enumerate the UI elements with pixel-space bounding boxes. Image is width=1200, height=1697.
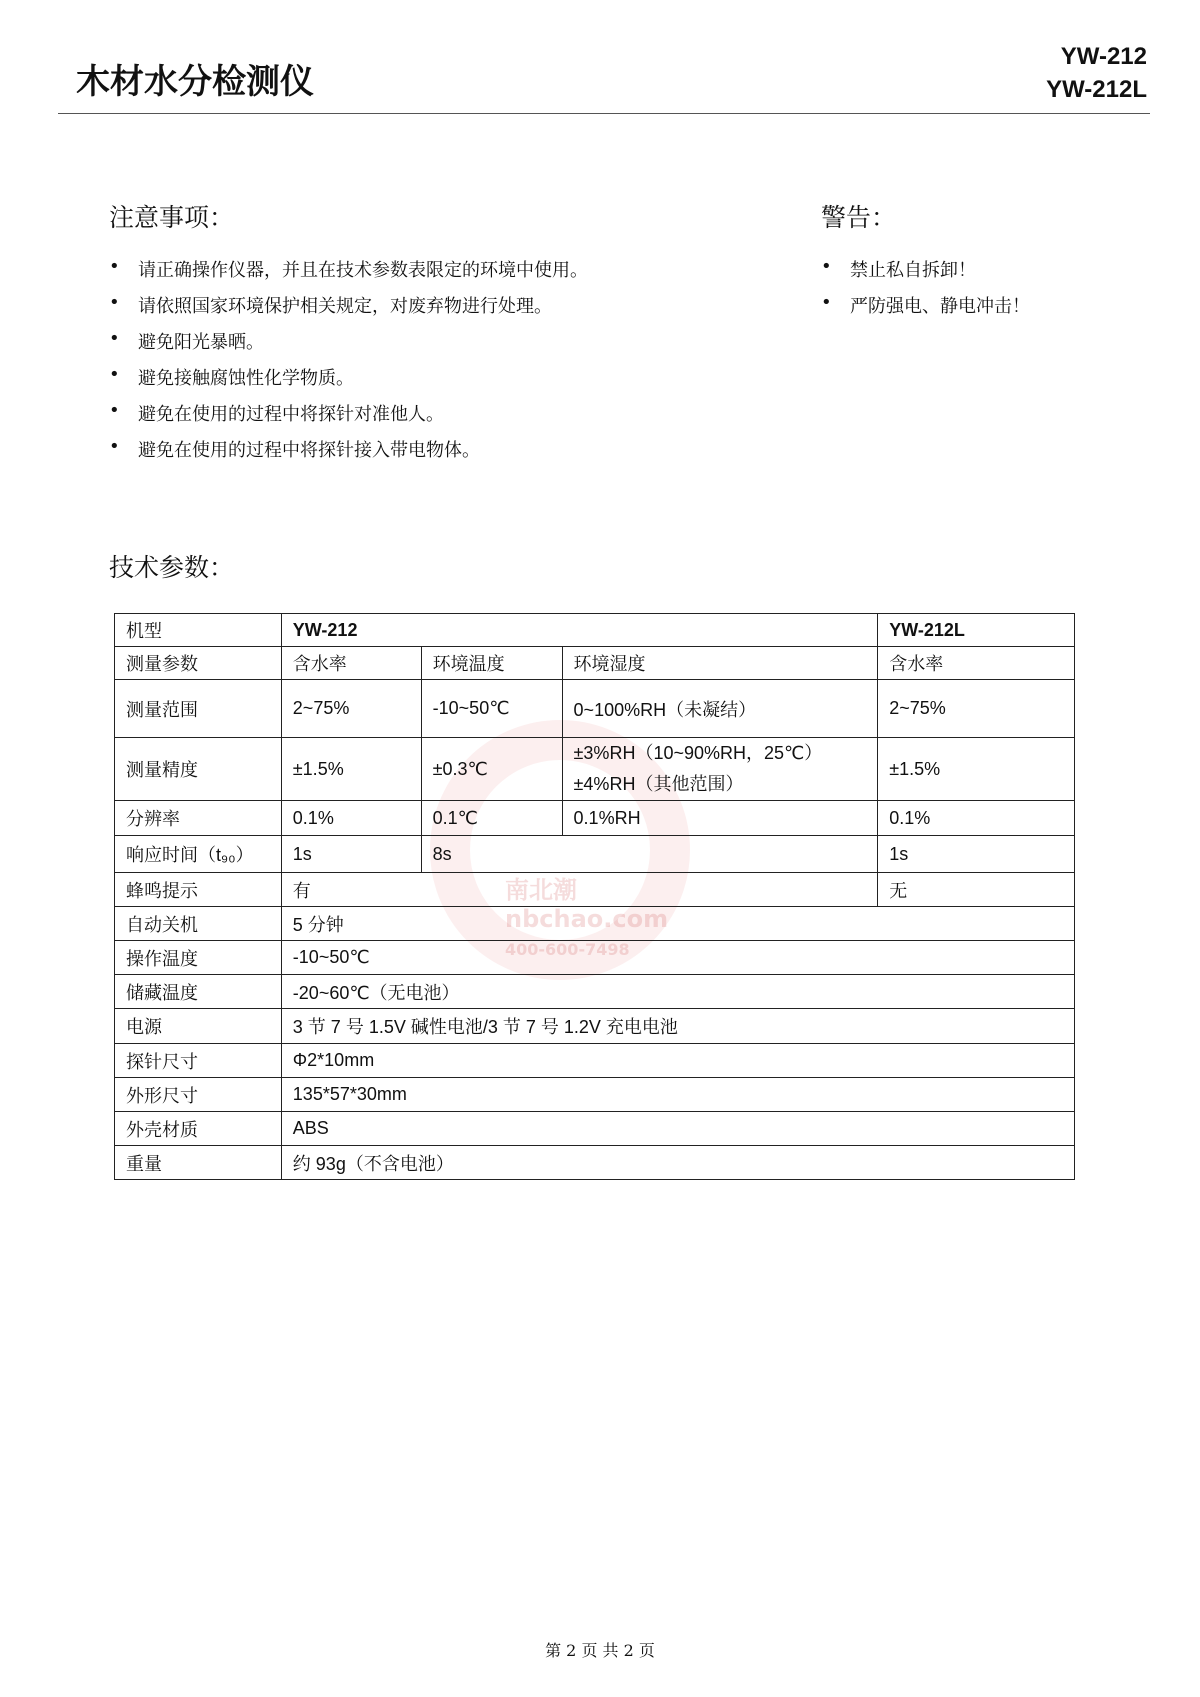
specs-heading: 技术参数： (109, 553, 235, 582)
table-cell: 0.1%RH (562, 801, 878, 836)
table-cell: 3 节 7 号 1.5V 碱性电池/3 节 7 号 1.2V 充电电池 (281, 1009, 1074, 1044)
table-cell: 机型 (115, 614, 282, 647)
list-item: • 禁止私自拆卸！ (821, 256, 1030, 292)
table-cell: ±1.5% (281, 738, 421, 801)
table-cell: 1s (878, 836, 1075, 873)
table-cell: 探针尺寸 (115, 1044, 282, 1078)
table-row (115, 975, 1075, 1009)
table-row (115, 907, 1075, 941)
table-cell: -10~50℃ (281, 941, 1074, 975)
table-row (115, 1078, 1075, 1112)
table-row (115, 1112, 1075, 1146)
table-row (115, 1146, 1075, 1180)
table-cell: ±3%RH（10~90%RH，25℃） ±4%RH（其他范围） (562, 738, 878, 801)
table-cell: Φ2*10mm (281, 1044, 1074, 1078)
table-cell: 蜂鸣提示 (115, 873, 282, 907)
table-cell: 含水率 (281, 647, 421, 680)
table-cell: 重量 (115, 1146, 282, 1180)
table-cell: 含水率 (878, 647, 1075, 680)
list-item: • 避免在使用的过程中将探针接入带电物体。 (109, 436, 588, 472)
table-row (115, 738, 1075, 801)
table-cell: 5 分钟 (281, 907, 1074, 941)
warnings-heading: 警告： (821, 203, 897, 232)
table-cell: 0.1% (281, 801, 421, 836)
table-cell: 环境湿度 (562, 647, 878, 680)
list-item: • 避免阳光暴晒。 (109, 328, 588, 364)
notes-list (109, 256, 588, 472)
table-cell: 约 93g（不含电池） (281, 1146, 1074, 1180)
model-2: YW-212L (1046, 76, 1147, 103)
list-item: • 避免在使用的过程中将探针对准他人。 (109, 400, 588, 436)
table-row (115, 614, 1075, 647)
list-item: • 请正确操作仪器，并且在技术参数表限定的环境中使用。 (109, 256, 588, 292)
table-cell: 测量精度 (115, 738, 282, 801)
table-row (115, 941, 1075, 975)
table-row (115, 1044, 1075, 1078)
table-cell: 响应时间（t₉₀） (115, 836, 282, 873)
table-cell: ±0.3℃ (421, 738, 562, 801)
table-cell: 分辨率 (115, 801, 282, 836)
table-cell: 自动关机 (115, 907, 282, 941)
table-cell: ±1.5% (878, 738, 1075, 801)
table-cell: 电源 (115, 1009, 282, 1044)
table-cell: 外形尺寸 (115, 1078, 282, 1112)
table-cell: 0.1℃ (421, 801, 562, 836)
table-row (115, 647, 1075, 680)
watermark-text: 南北潮 nbchao.com 400-600-7498 (505, 876, 669, 959)
table-cell: 有 (281, 873, 877, 907)
list-item: • 请依照国家环境保护相关规定，对废弃物进行处理。 (109, 292, 588, 328)
table-cell: YW-212 (281, 614, 877, 647)
table-cell: 外壳材质 (115, 1112, 282, 1146)
table-cell: 无 (878, 873, 1075, 907)
header-divider (58, 113, 1150, 114)
model-1: YW-212 (1060, 43, 1147, 70)
table-row (115, 1009, 1075, 1044)
table-cell: 0.1% (878, 801, 1075, 836)
table-cell: 2~75% (281, 680, 421, 738)
warnings-list (821, 256, 1030, 328)
table-row (115, 680, 1075, 738)
table-cell: -10~50℃ (421, 680, 562, 738)
table-cell: ABS (281, 1112, 1074, 1146)
list-item: • 严防强电、静电冲击！ (821, 292, 1030, 328)
model-labels (1046, 40, 1147, 106)
table-cell: 测量参数 (115, 647, 282, 680)
table-row (115, 836, 1075, 873)
table-cell: 1s (281, 836, 421, 873)
list-item: • 避免接触腐蚀性化学物质。 (109, 364, 588, 400)
table-cell: 135*57*30mm (281, 1078, 1074, 1112)
table-cell: 环境温度 (421, 647, 562, 680)
table-cell: 操作温度 (115, 941, 282, 975)
table-cell: 2~75% (878, 680, 1075, 738)
table-row (115, 873, 1075, 907)
page-title: 木材水分检测仪 (76, 62, 314, 102)
specs-table (114, 613, 1075, 1180)
table-cell: 测量范围 (115, 680, 282, 738)
notes-heading: 注意事项： (109, 203, 235, 232)
page-number: 第 2 页 共 2 页 (545, 1641, 655, 1660)
table-cell: 储藏温度 (115, 975, 282, 1009)
table-cell: -20~60℃（无电池） (281, 975, 1074, 1009)
table-row (115, 801, 1075, 836)
table-cell: 0~100%RH（未凝结） (562, 680, 878, 738)
table-cell: 8s (421, 836, 878, 873)
table-cell: YW-212L (878, 614, 1075, 647)
